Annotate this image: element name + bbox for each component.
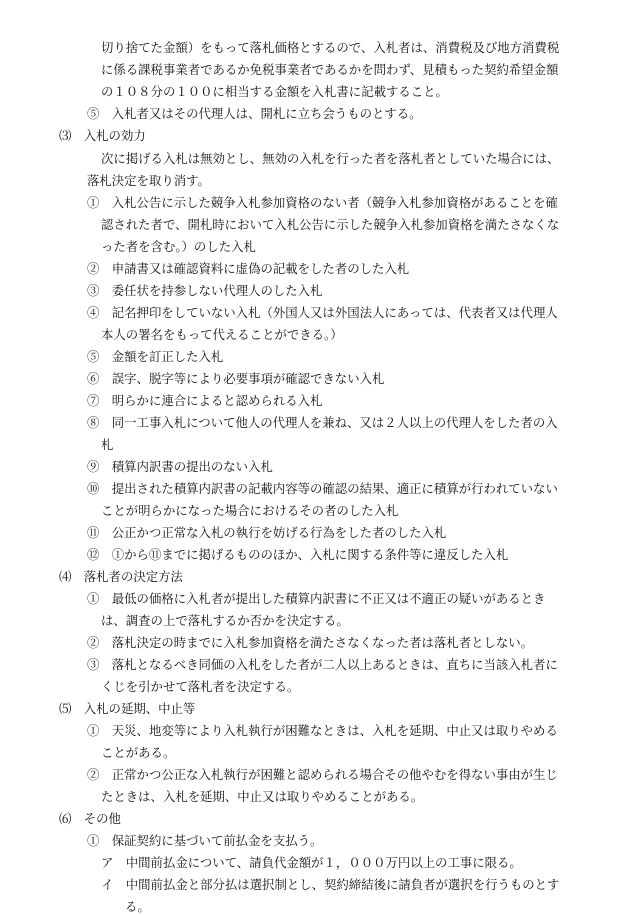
list-item: ⑦ 明らかに連合によると認められる入札 — [87, 393, 323, 408]
text-line: る。 — [125, 899, 150, 914]
section-heading: ⑸ 入札の延期、中止等 — [59, 701, 196, 716]
text-line: は、調査の上で落札するか否かを決定する。 — [101, 613, 349, 628]
text-line: 札 — [101, 437, 114, 452]
text-line: ことがある。 — [101, 745, 176, 760]
list-item: ⑩ 提出された積算内訳書の記載内容等の確認の結果、適正に積算が行われていない — [87, 481, 558, 496]
list-item: ⑥ 誤字、脱字等により必要事項が確認できない入札 — [87, 371, 385, 386]
list-item: ① 天災、地変等により入札執行が困難なときは、入札を延期、中止又は取りやめる — [87, 723, 558, 738]
list-item: ③ 落札となるべき同価の入札をした者が二人以上あるときは、直ちに当該入札者に — [87, 657, 558, 672]
list-item: ② 落札決定の時までに入札参加資格を満たさなくなった者は落札者としない。 — [87, 635, 534, 650]
list-item: ① 入札公告に示した競争入札参加資格のない者（競争入札参加資格があることを確 — [87, 195, 558, 210]
list-item: ⑨ 積算内訳書の提出のない入札 — [87, 459, 273, 474]
list-item: ⑫ ①から⑪までに掲げるもののほか、入札に関する条件等に違反した入札 — [87, 547, 509, 562]
sub-list-item: イ 中間前払金と部分払は選択制とし、契約締結後に請負者が選択を行うものとす — [101, 877, 560, 892]
text-line: たときは、入札を延期、中止又は取りやめることがある。 — [101, 789, 424, 804]
text-line: 次に掲げる入札は無効とし、無効の入札を行った者を落札者としていた場合には、 — [101, 151, 560, 166]
text-line: 本人の署名をもって代えることができる。） — [101, 327, 343, 342]
section-heading: ⑷ 落札者の決定方法 — [59, 569, 183, 584]
section-heading: ⑶ 入札の効力 — [59, 128, 146, 143]
section-heading: ⑹ その他 — [59, 811, 121, 826]
text-line: に係る課税事業者であるか免税事業者であるかを問わず、見積もった契約希望金額 — [101, 62, 559, 77]
list-item: ⑧ 同一工事入札について他人の代理人を兼ね、又は２人以上の代理人をした者の入 — [87, 415, 558, 430]
list-item: ① 最低の価格に入札者が提出した積算内訳書に不正又は不適正の疑いがあるとき — [87, 591, 546, 606]
text-line: くじを引かせて落札者を決定する。 — [101, 679, 300, 694]
list-item: ③ 委任状を持参しない代理人のした入札 — [87, 283, 323, 298]
list-item: ① 保証契約に基づいて前払金を支払う。 — [87, 833, 323, 848]
sub-list-item: ア 中間前払金について、請負代金額が１，０００万円以上の工事に限る。 — [101, 855, 522, 870]
text-line: 切り捨てた金額）をもって落札価格とするので、入札者は、消費税及び地方消費税 — [101, 40, 560, 55]
text-line: 落札決定を取り消す。 — [87, 173, 210, 188]
list-item: ④ 記名押印をしていない入札（外国人又は外国法人にあっては、代表者又は代理人 — [87, 305, 558, 320]
list-item: ⑤ 入札者又はその代理人は、開札に立ち会うものとする。 — [87, 106, 422, 121]
text-line: の１０８分の１００に相当する金額を入札書に記載すること。 — [101, 84, 448, 99]
list-item: ② 正常かつ公正な入札執行が困難と認められる場合その他やむを得ない事由が生じ — [87, 767, 558, 782]
text-line: った者を含む。）のした入札 — [101, 239, 256, 254]
text-line: 認された者で、開札時において入札公告に示した競争入札参加資格を満たさなくな — [101, 217, 560, 232]
list-item: ② 申請書又は確認資料に虚偽の記載をした者のした入札 — [87, 261, 410, 276]
list-item: ⑪ 公正かつ正常な入札の執行を妨げる行為をした者のした入札 — [87, 525, 447, 540]
list-item: ⑤ 金額を訂正した入札 — [87, 349, 224, 364]
text-line: ことが明らかになった場合におけるその者のした入札 — [101, 503, 399, 518]
